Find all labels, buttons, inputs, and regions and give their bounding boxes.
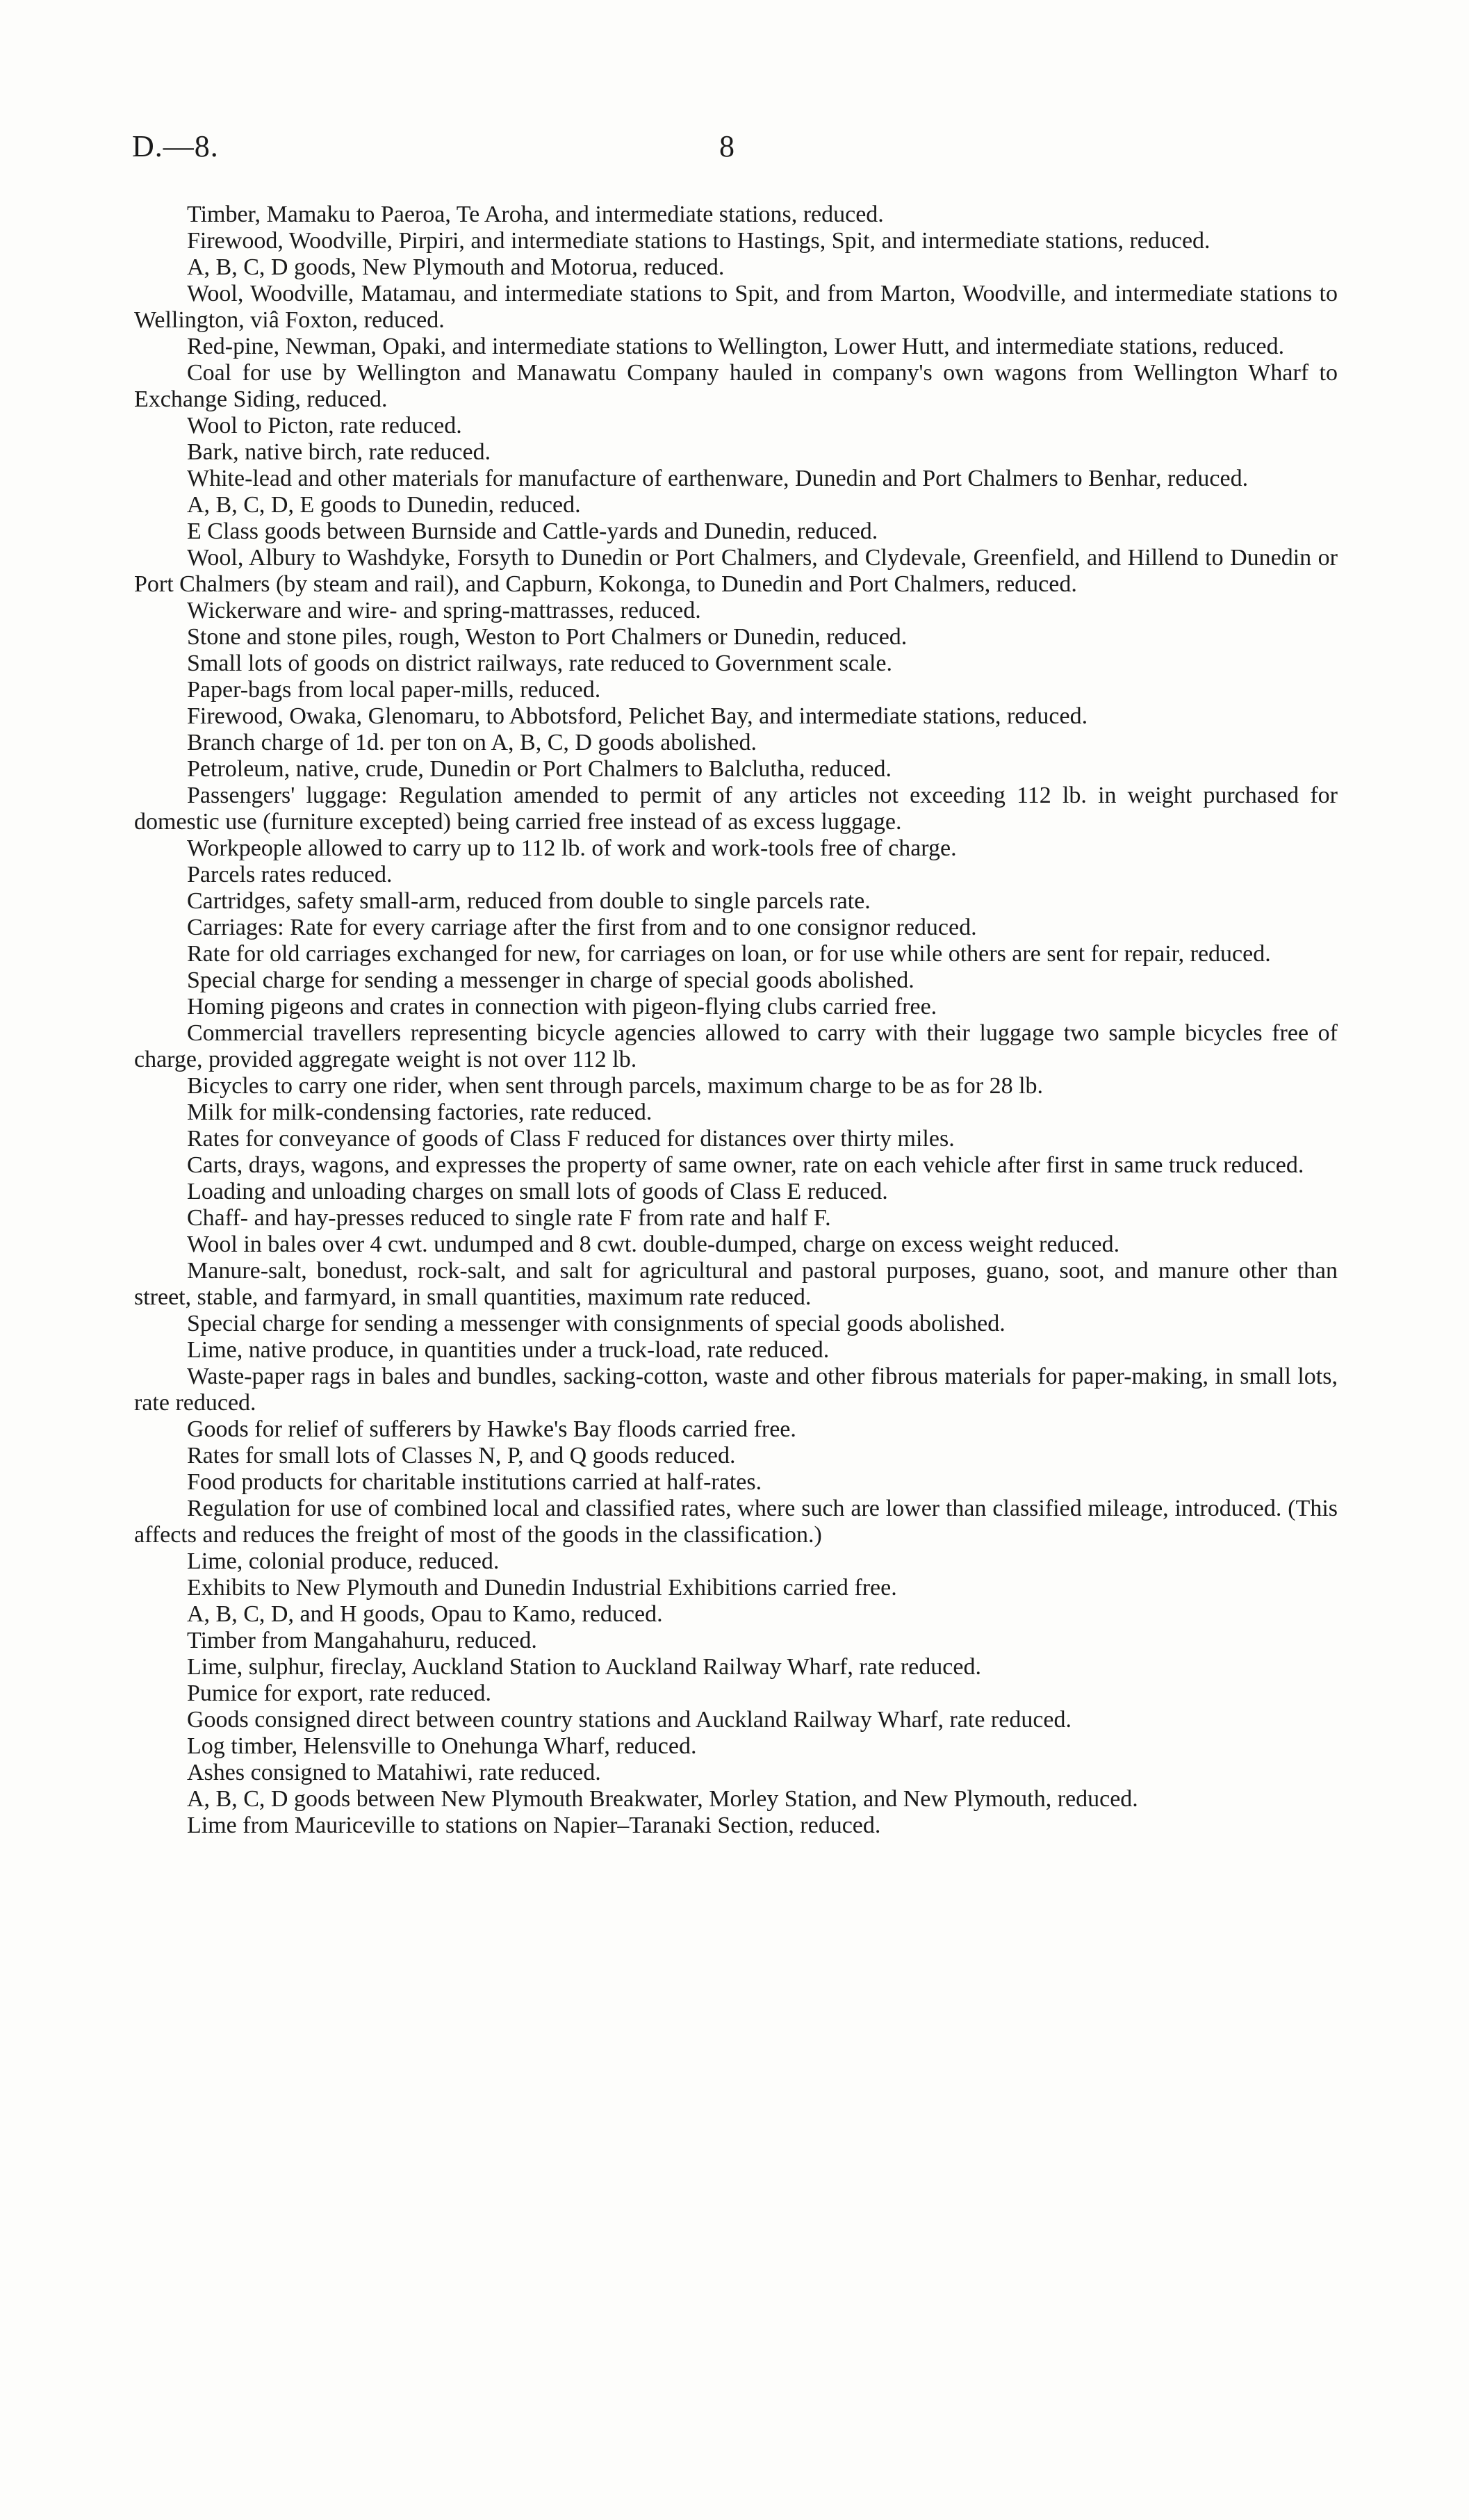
list-item: Log timber, Helensville to Onehunga Wharf, reduced. <box>187 1733 697 1759</box>
document-reference: D.—8. <box>132 129 219 163</box>
list-item: Carts, drays, wagons, and expresses the property of same owner, rate on each vehicle after first in same truck reduced. <box>187 1152 1304 1178</box>
list-item: Cartridges, safety small-arm, reduced from double to single parcels rate. <box>187 888 871 914</box>
list-item: Timber from Mangahahuru, reduced. <box>187 1628 537 1653</box>
list-item: Pumice for export, rate reduced. <box>187 1680 492 1706</box>
list-item: Paper-bags from local paper-mills, reduced. <box>187 677 601 703</box>
list-item: Loading and unloading charges on small lots of goods of Class E reduced. <box>187 1179 888 1204</box>
list-item: Special charge for sending a messenger with consignments of special goods abolished. <box>187 1311 1006 1336</box>
list-item: Rate for old carriages exchanged for new, for carriages on loan, or for use while others are sent for repair, reduced. <box>187 941 1271 967</box>
list-item: Red-pine, Newman, Opaki, and intermediate stations to Wellington, Lower Hutt, and intermediate stations, reduced. <box>187 334 1285 359</box>
list-item: Petroleum, native, crude, Dunedin or Port Chalmers to Balclutha, reduced. <box>187 756 892 782</box>
list-item: Goods for relief of sufferers by Hawke's Bay floods carried free. <box>187 1416 796 1442</box>
list-item: Ashes consigned to Matahiwi, rate reduced. <box>187 1760 601 1785</box>
page-number: 8 <box>719 129 734 163</box>
list-item: Exhibits to New Plymouth and Dunedin Industrial Exhibitions carried free. <box>187 1575 897 1601</box>
rate-changes-list <box>134 202 1338 1839</box>
list-item: A, B, C, D goods between New Plymouth Breakwater, Morley Station, and New Plymouth, reduced. <box>187 1786 1138 1812</box>
list-item: Bark, native birch, rate reduced. <box>187 439 491 465</box>
list-item: Chaff- and hay-presses reduced to single rate F from rate and half F. <box>187 1205 831 1231</box>
list-item: White-lead and other materials for manufacture of earthenware, Dunedin and Port Chalmers to Benhar, reduced. <box>187 466 1249 491</box>
list-item: Waste-paper rags in bales and bundles, sacking-cotton, waste and other fibrous materials for paper-making, in small lots, rate reduced. <box>134 1364 1338 1416</box>
list-item: Lime, colonial produce, reduced. <box>187 1548 500 1574</box>
list-item: Rates for small lots of Classes N, P, and Q goods reduced. <box>187 1443 736 1468</box>
list-item: Goods consigned direct between country stations and Auckland Railway Wharf, rate reduced. <box>187 1707 1072 1733</box>
list-item: Regulation for use of combined local and classified rates, where such are lower than classified mileage, introduced. (This affects and reduces the freight of most of the goods in the classification.) <box>134 1496 1338 1548</box>
list-item: Carriages: Rate for every carriage after the first from and to one consignor reduced. <box>187 915 977 940</box>
list-item: Bicycles to carry one rider, when sent through parcels, maximum charge to be as for 28 lb. <box>187 1073 1044 1099</box>
list-item: Parcels rates reduced. <box>187 862 393 887</box>
list-item: Food products for charitable institutions carried at half-rates. <box>187 1469 762 1495</box>
list-item: Stone and stone piles, rough, Weston to Port Chalmers or Dunedin, reduced. <box>187 624 908 650</box>
list-item: Wool, Woodville, Matamau, and intermediate stations to Spit, and from Marton, Woodville, and intermediate stations to Wellington, viâ Foxton, reduced. <box>134 281 1338 333</box>
list-item: Milk for milk-condensing factories, rate reduced. <box>187 1099 653 1125</box>
list-item: Branch charge of 1d. per ton on A, B, C, D goods abolished. <box>187 730 757 755</box>
list-item: Workpeople allowed to carry up to 112 lb. of work and work-tools free of charge. <box>187 835 957 861</box>
list-item: Firewood, Owaka, Glenomaru, to Abbotsford, Pelichet Bay, and intermediate stations, reduced. <box>187 703 1088 729</box>
list-item: Wool, Albury to Washdyke, Forsyth to Dunedin or Port Chalmers, and Clydevale, Greenfield, and Hillend to Dunedin or Port Chalmers (by steam and rail), and Capburn, Kokonga, to Dunedin and Port Chalmers, reduced. <box>134 545 1338 597</box>
list-item: A, B, C, D, and H goods, Opau to Kamo, reduced. <box>187 1601 663 1627</box>
list-item: Lime, native produce, in quantities under a truck-load, rate reduced. <box>187 1337 830 1363</box>
list-item: Firewood, Woodville, Pirpiri, and intermediate stations to Hastings, Spit, and intermediate stations, reduced. <box>187 228 1211 254</box>
list-item: Small lots of goods on district railways, rate reduced to Government scale. <box>187 651 893 676</box>
list-item: A, B, C, D goods, New Plymouth and Motorua, reduced. <box>187 254 725 280</box>
list-item: Wickerware and wire- and spring-mattrasses, reduced. <box>187 598 701 623</box>
list-item: Timber, Mamaku to Paeroa, Te Aroha, and intermediate stations, reduced. <box>187 202 884 227</box>
list-item: Rates for conveyance of goods of Class F reduced for distances over thirty miles. <box>187 1126 955 1152</box>
list-item: E Class goods between Burnside and Cattle-yards and Dunedin, reduced. <box>187 518 878 544</box>
list-item: Passengers' luggage: Regulation amended to permit of any articles not exceeding 112 lb. in weight purchased for domestic use (furniture excepted) being carried free instead of as excess luggage. <box>134 783 1338 835</box>
list-item: Lime from Mauriceville to stations on Napier–Taranaki Section, reduced. <box>187 1813 881 1838</box>
list-item: Lime, sulphur, fireclay, Auckland Station to Auckland Railway Wharf, rate reduced. <box>187 1654 981 1680</box>
page-header <box>132 129 1334 170</box>
list-item: Manure-salt, bonedust, rock-salt, and salt for agricultural and pastoral purposes, guano, soot, and manure other than street, stable, and farmyard, in small quantities, maximum rate reduced. <box>134 1258 1338 1310</box>
list-item: Commercial travellers representing bicycle agencies allowed to carry with their luggage two sample bicycles free of charge, provided aggregate weight is not over 112 lb. <box>134 1020 1338 1072</box>
list-item: Wool to Picton, rate reduced. <box>187 413 462 439</box>
list-item: Wool in bales over 4 cwt. undumped and 8 cwt. double-dumped, charge on excess weight reduced. <box>187 1232 1120 1257</box>
list-item: A, B, C, D, E goods to Dunedin, reduced. <box>187 492 581 518</box>
list-item: Homing pigeons and crates in connection with pigeon-flying clubs carried free. <box>187 994 937 1020</box>
list-item: Special charge for sending a messenger in charge of special goods abolished. <box>187 967 914 993</box>
list-item: Coal for use by Wellington and Manawatu Company hauled in company's own wagons from Wellington Wharf to Exchange Siding, reduced. <box>134 360 1338 412</box>
